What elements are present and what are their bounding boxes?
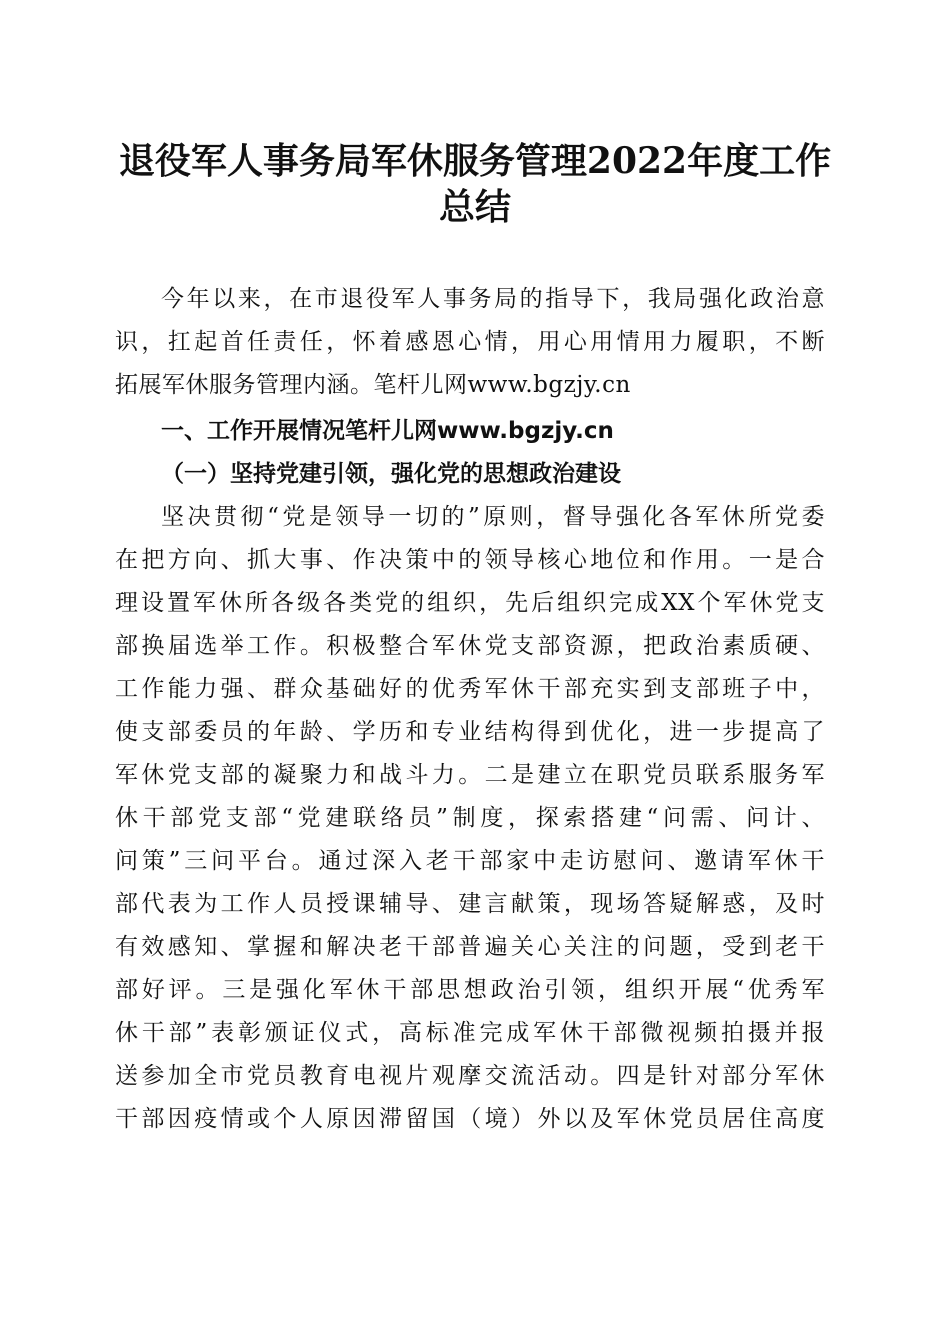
intro-line-1: 今年以来，在市退役军人事务局的指导下，我局强化政治意 bbox=[161, 286, 825, 312]
intro-line-2: 识，扛起首任责任，怀着感恩心情，用心用情用力履职，不断 bbox=[115, 329, 825, 355]
paragraph-1-line-14: 送参加全市党员教育电视片观摩交流活动。四是针对部分军休 bbox=[115, 1063, 825, 1089]
paragraph-1-line-11: 有效感知、掌握和解决老干部普遍关心关注的问题，受到老干 bbox=[115, 934, 825, 960]
paragraph-1-line-1: 坚决贯彻“党是领导一切的”原则，督导强化各军休所党委 bbox=[161, 504, 825, 530]
paragraph-1-line-2: 在把方向、抓大事、作决策中的领导核心地位和作用。一是合 bbox=[115, 547, 825, 573]
section-heading-1: 一、工作开展情况笔杆儿网www.bgzjy.cn bbox=[161, 418, 614, 444]
paragraph-1-line-13: 休干部”表彰颁证仪式，高标准完成军休干部微视频拍摄并报 bbox=[115, 1020, 825, 1046]
paragraph-1-line-8: 休干部党支部“党建联络员”制度，探索搭建“问需、问计、 bbox=[115, 805, 825, 831]
subsection-heading-1: （一）坚持党建引领，强化党的思想政治建设 bbox=[161, 460, 621, 487]
document-title-line-2: 总结 bbox=[438, 186, 511, 228]
paragraph-1-line-5: 工作能力强、群众基础好的优秀军休干部充实到支部班子中， bbox=[115, 676, 825, 702]
paragraph-1-line-10: 部代表为工作人员授课辅导、建言献策，现场答疑解惑，及时 bbox=[115, 891, 825, 917]
document-title-line-1: 退役军人事务局军休服务管理2022年度工作 bbox=[118, 140, 832, 182]
paragraph-1-line-3: 理设置军休所各级各类党的组织，先后组织完成XX个军休党支 bbox=[115, 590, 825, 616]
paragraph-1-line-15: 干部因疫情或个人原因滞留国（境）外以及军休党员居住高度 bbox=[115, 1106, 825, 1132]
intro-line-3: 拓展军休服务管理内涵。笔杆儿网www.bgzjy.cn bbox=[115, 372, 631, 398]
paragraph-1-line-6: 使支部委员的年龄、学历和专业结构得到优化，进一步提高了 bbox=[115, 719, 825, 745]
paragraph-1-line-12: 部好评。三是强化军休干部思想政治引领，组织开展“优秀军 bbox=[115, 977, 825, 1003]
paragraph-1-line-4: 部换届选举工作。积极整合军休党支部资源，把政治素质硬、 bbox=[115, 633, 825, 659]
paragraph-1-line-7: 军休党支部的凝聚力和战斗力。二是建立在职党员联系服务军 bbox=[115, 762, 825, 788]
paragraph-1-line-9: 问策”三问平台。通过深入老干部家中走访慰问、邀请军休干 bbox=[115, 848, 825, 874]
